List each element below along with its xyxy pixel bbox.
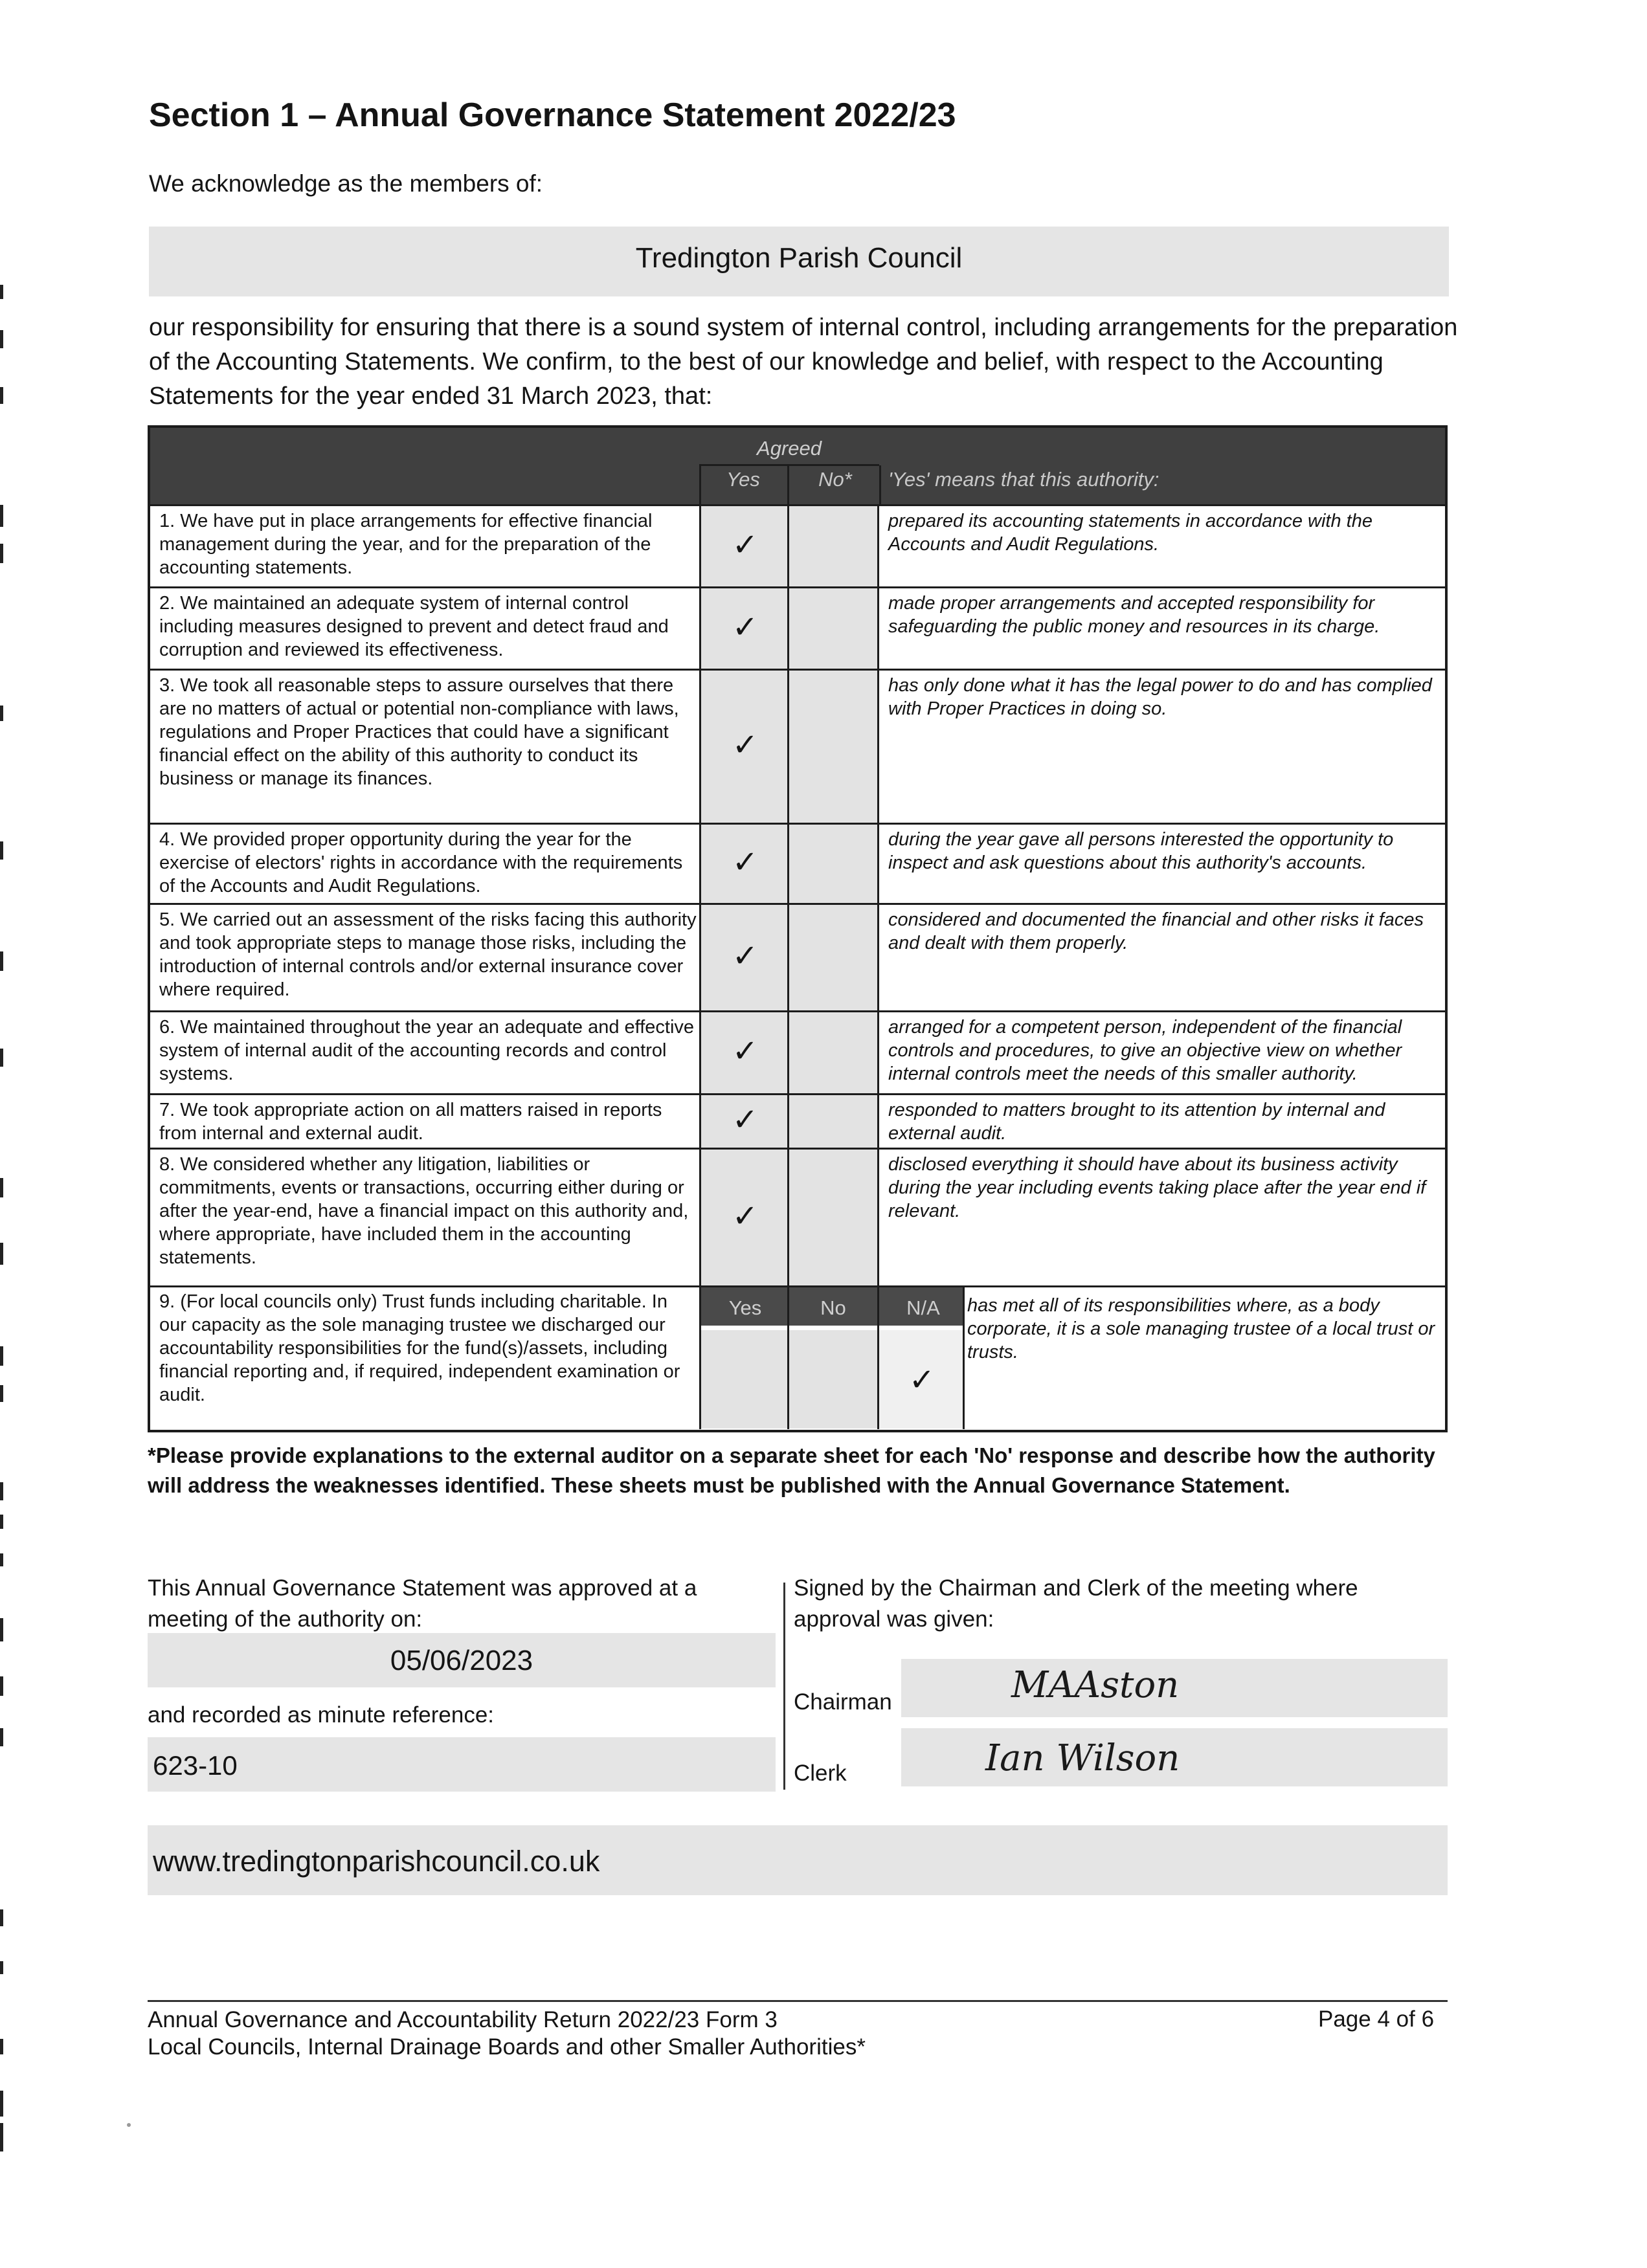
column-divider: [877, 669, 879, 823]
column-divider: [699, 586, 701, 669]
yes-tick-4: ✓: [732, 845, 759, 880]
scan-edge-mark: [0, 951, 3, 971]
column-divider: [699, 903, 701, 1010]
column-divider: [877, 903, 879, 1010]
scan-edge-mark: [0, 1178, 3, 1197]
minute-reference-label: and recorded as minute reference:: [148, 1702, 495, 1728]
column-divider: [699, 669, 701, 823]
scan-edge-mark: [0, 1482, 3, 1500]
yes-tick-3: ✓: [732, 728, 759, 762]
scan-edge-mark: [0, 1553, 3, 1566]
scan-edge-mark: [0, 1515, 3, 1529]
table-header: [150, 428, 1445, 504]
row9-na-tick: ✓: [908, 1363, 936, 1397]
minute-reference: 623-10: [153, 1750, 238, 1781]
row9-yes-checkbox[interactable]: [701, 1330, 787, 1429]
no-response-note: *Please provide explanations to the external auditor on a separate sheet for each 'No' response and describe how the authority will address the weaknesses identified. These sheets must be published with the Annual Governance Statement.: [148, 1443, 1435, 1497]
signed-text: Signed by the Chairman and Clerk of the meeting where approval was given:: [794, 1575, 1358, 1632]
row9-no-checkbox[interactable]: [789, 1330, 877, 1429]
statement-text-7: 7. We took appropriate action on all matters raised in reports from internal and external audit.: [159, 1100, 662, 1144]
yes-tick-5: ✓: [732, 939, 759, 973]
column-divider: [787, 504, 789, 586]
statement-text-1: 1. We have put in place arrangements for effective financial management during the year, and for the preparation of the accounting statements.: [159, 511, 653, 578]
statement-text-2: 2. We maintained an adequate system of internal control including measures designed to prevent and detect fraud and corruption and reviewed its effectiveness.: [159, 593, 669, 660]
column-divider: [787, 1093, 789, 1148]
footer-line-2: Local Councils, Internal Drainage Boards and other Smaller Authorities*: [148, 2034, 866, 2060]
column-divider: [877, 586, 879, 669]
header-divider: [699, 464, 879, 466]
yes-tick-8: ✓: [732, 1199, 759, 1234]
yes-means-5: considered and documented the financial and other risks it faces and dealt with them properly.: [888, 909, 1424, 953]
statement-text-4: 4. We provided proper opportunity during the year for the exercise of electors' rights in accordance with the requirements of the Accounts and Audit Regulations.: [159, 829, 683, 896]
statement-text-5: 5. We carried out an assessment of the risks facing this authority and took appropriate steps to manage those risks, including the introduction of internal controls and/or external insurance cover where required.: [159, 909, 697, 1000]
meeting-date: 05/06/2023: [390, 1645, 533, 1676]
header-no: No*: [818, 468, 852, 491]
website-field[interactable]: [148, 1825, 1448, 1895]
statement-text-9: 9. (For local councils only) Trust funds including charitable. In our capacity as the sole managing trustee we discharged our accountability responsibilities for the fund(s)/assets, including financial reporting and, if required, independent examination or audit.: [159, 1291, 680, 1405]
page-number: Page 4 of 6: [1318, 2007, 1435, 2032]
website-address: www.tredingtonparishcouncil.co.uk: [153, 1845, 600, 1878]
no-checkbox-5[interactable]: [789, 905, 877, 1010]
yes-means-1: prepared its accounting statements in accordance with the Accounts and Audit Regulations.: [888, 511, 1372, 555]
row9-divider: [787, 1285, 789, 1429]
yes-tick-7: ✓: [732, 1103, 759, 1137]
scan-edge-mark: [0, 1618, 3, 1641]
row9-yes-means: has met all of its responsibilities where, as a body corporate, it is a sole managing trustee of a local trust or trusts.: [967, 1295, 1435, 1362]
responsibility-text: our responsibility for ensuring that there is a sound system of internal control, including arrangements for the preparation of the Accounting Statements. We confirm, to the best of our knowledge and belief, with respect to the Accounting Statements for the year ended 31 March 2023, that:: [149, 314, 1458, 410]
column-divider: [787, 586, 789, 669]
no-checkbox-8[interactable]: [789, 1150, 877, 1285]
column-divider: [787, 823, 789, 903]
column-divider: [787, 903, 789, 1010]
scan-edge-mark: [0, 2123, 3, 2151]
yes-means-3: has only done what it has the legal power to do and has complied with Proper Practices in doing so.: [888, 675, 1432, 719]
column-divider: [699, 1010, 701, 1093]
chairman-signature-field[interactable]: [901, 1659, 1448, 1717]
column-divider: [787, 669, 789, 823]
header-divider: [787, 465, 789, 504]
header-divider: [879, 465, 881, 504]
clerk-signature: Ian Wilson: [985, 1737, 1180, 1779]
scan-edge-mark: [0, 1728, 3, 1746]
row9-divider: [877, 1285, 879, 1429]
scan-edge-mark: [0, 1961, 3, 1974]
yes-tick-6: ✓: [732, 1034, 759, 1069]
no-checkbox-6[interactable]: [789, 1012, 877, 1093]
scan-edge-mark: [0, 2039, 3, 2054]
row-divider: [150, 1285, 1445, 1287]
clerk-signature-field[interactable]: [901, 1728, 1448, 1786]
yes-means-7: responded to matters brought to its attention by internal and external audit.: [888, 1100, 1385, 1144]
approval-divider: [783, 1583, 785, 1790]
scan-edge-mark: [0, 841, 3, 860]
header-yes: Yes: [726, 468, 760, 491]
column-divider: [787, 1148, 789, 1285]
yes-means-8: disclosed everything it should have about its business activity during the year including events taking place after the year end if relevant.: [888, 1154, 1426, 1221]
column-divider: [877, 1093, 879, 1148]
column-divider: [699, 1148, 701, 1285]
scan-edge-mark: [0, 1676, 3, 1696]
row9-yes-label: Yes: [728, 1296, 762, 1319]
row9-no-label: No: [820, 1296, 846, 1319]
authority-name-field[interactable]: [149, 227, 1449, 296]
column-divider: [877, 1148, 879, 1285]
column-divider: [877, 504, 879, 586]
scan-speck: [127, 2123, 131, 2127]
minute-reference-field[interactable]: [148, 1737, 776, 1792]
clerk-label: Clerk: [794, 1761, 847, 1786]
header-agreed: Agreed: [757, 437, 822, 460]
statement-text-6: 6. We maintained throughout the year an adequate and effective system of internal audit of the accounting records and control systems.: [159, 1017, 695, 1084]
scan-edge-mark: [0, 1243, 3, 1265]
no-checkbox-2[interactable]: [789, 588, 877, 669]
row9-divider: [963, 1285, 965, 1429]
row9-na-label: N/A: [906, 1296, 940, 1319]
column-divider: [699, 504, 701, 586]
scan-edge-mark: [0, 706, 3, 721]
scan-edge-mark: [0, 1049, 3, 1067]
header-divider: [699, 465, 701, 504]
column-divider: [787, 1010, 789, 1093]
approval-text: This Annual Governance Statement was approved at a meeting of the authority on:: [148, 1575, 697, 1632]
yes-means-6: arranged for a competent person, independent of the financial controls and procedures, to give an objective view on whether internal controls meet the needs of this smaller authority.: [888, 1017, 1402, 1084]
no-checkbox-4[interactable]: [789, 825, 877, 903]
yes-means-2: made proper arrangements and accepted responsibility for safeguarding the public money and resources in its charge.: [888, 593, 1380, 637]
footer-form-title: [148, 2007, 866, 2061]
yes-tick-2: ✓: [732, 610, 759, 645]
authority-name: Tredington Parish Council: [635, 242, 963, 274]
column-divider: [699, 823, 701, 903]
yes-tick-1: ✓: [732, 528, 759, 562]
governance-table: [148, 425, 1448, 1432]
scan-edge-mark: [0, 285, 3, 299]
scan-edge-mark: [0, 2091, 3, 2117]
section-title: Section 1 – Annual Governance Statement 2022/23: [149, 96, 956, 134]
chairman-label: Chairman: [794, 1689, 892, 1715]
acknowledge-text: We acknowledge as the members of:: [149, 170, 543, 197]
scan-edge-mark: [0, 1909, 3, 1926]
scan-edge-mark: [0, 505, 3, 527]
no-checkbox-1[interactable]: [789, 506, 877, 586]
yes-means-4: during the year gave all persons interested the opportunity to inspect and ask questions about this authority's accounts.: [888, 829, 1394, 873]
column-divider: [877, 1010, 879, 1093]
row9-divider: [699, 1285, 701, 1429]
statement-text-8: 8. We considered whether any litigation, liabilities or commitments, events or transactions, occurring either during or after the year-end, have a financial impact on this authority and, where appropriate, have included them in the accounting statements.: [159, 1154, 689, 1268]
no-checkbox-3[interactable]: [789, 671, 877, 823]
scan-edge-mark: [0, 1346, 3, 1366]
column-divider: [699, 1093, 701, 1148]
no-checkbox-7[interactable]: [789, 1095, 877, 1148]
meeting-date-field[interactable]: [148, 1633, 776, 1687]
header-yes-means: 'Yes' means that this authority:: [888, 468, 1160, 491]
statement-text-3: 3. We took all reasonable steps to assure ourselves that there are no matters of actual or potential non-compliance with laws, regulations and Proper Practices that could have a significant financial effect on the ability of this authority to conduct its business or manage its finances.: [159, 675, 679, 789]
scan-edge-mark: [0, 1385, 3, 1402]
scan-edge-mark: [0, 544, 3, 563]
footer-line-1: Annual Governance and Accountability Return 2022/23 Form 3: [148, 2007, 778, 2032]
scan-edge-mark: [0, 387, 3, 404]
column-divider: [877, 823, 879, 903]
scan-edge-mark: [0, 330, 3, 348]
chairman-signature: MAAston: [1011, 1664, 1180, 1706]
footer-rule: [148, 2000, 1448, 2002]
